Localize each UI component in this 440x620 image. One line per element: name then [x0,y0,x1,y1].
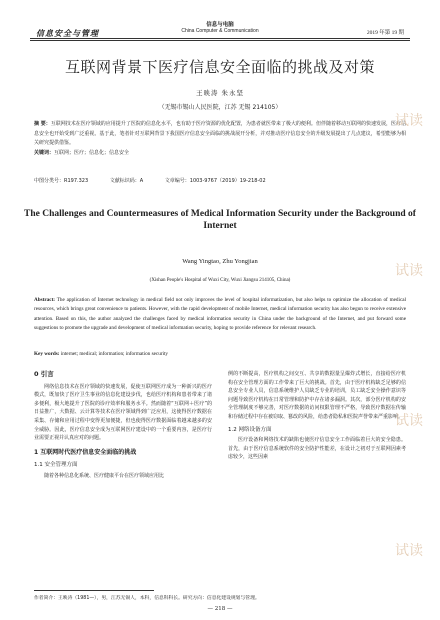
section-heading-intro: 0 引言 [34,370,54,378]
article-meta [34,177,406,186]
abstract-cn-text: 互联网技术在医疗领域的应用提升了医院的信息化水平，也有助于医疗资源的优化配置，为患者就医带来了极大的便利。但伴随着移动互联网的快速发展，医疗信息安全也开始受到广泛重视。基于此，笔者针对互联网背景下我国医疗信息安全面临的挑战展开分析，并对推动医疗信息安全的升级发展提出了几点建议，希望能够为相关研究提供借鉴。 [34,121,406,146]
journal-section-header: 信息安全与管理 [36,29,99,38]
affiliation-cn: （无锡市锡山人民医院，江苏 无锡 214105） [158,104,282,111]
author-footnote: 作者简介：王映涛（1981—），男，江苏无锡人，本科，信息科科长。研究方向：信息化建设规划与管理。 [34,596,260,601]
doc-code: 文献标识码：A [109,178,144,184]
keywords-en [34,351,406,357]
keywords-en-label: Key words: [34,351,60,357]
clc-number: 中图分类号：R197.323 [34,178,89,184]
watermark: 试读 [395,263,423,279]
body-left-column [34,368,212,481]
article-id: 文章编号：1003-9767（2019）19-218-02 [164,178,266,184]
keywords-cn-text: 互联网；医疗；信息化；信息安全 [54,149,130,156]
body-paragraph: 随着各种信息化系统、医疗健康平台在医疗领域应用比 [44,472,165,479]
subsection-heading-network: 1.2 网络设备方面 [228,426,272,433]
page-number: — 218 — [207,606,233,612]
abstract-en-label: Abstract: [34,297,56,303]
abstract-en [34,296,406,333]
body-paragraph: 医疗设备和网络技术的缺陷也使医疗信息安全工作面临着巨大的安全隐患。首先，由于医疗信息系统软件的安全防护性能差，在设计之初对于互联网因素考虑较少，这些因素 [228,437,406,461]
keywords-en-text: internet; medical; information; information security [60,351,168,357]
journal-name-en: China Computer & Communication [181,28,259,34]
abstract-cn-label: 摘 要： [34,121,51,127]
issue-number: 2019 年第 19 期 [366,30,404,36]
affiliation-en: (Xishan People's Hospital of Wuxi City, Wuxi Jiangsu 214105, China) [149,278,291,283]
keywords-cn-label: 关键词： [34,149,55,156]
body-right-column [228,370,406,462]
authors-cn: 王映涛 朱永坚 [195,89,245,97]
paper-title-en: The Challenges and Countermeasures of Medical Information Security under the Background of Internet [24,209,416,231]
watermark: 试读 [395,113,423,129]
abstract-cn [34,120,406,158]
section-heading-challenges: 1 互联网时代医疗信息安全面临的挑战 [34,448,137,456]
subsection-heading-management: 1.1 安全管理方面 [34,462,78,469]
watermark: 试读 [395,413,423,429]
journal-name-cn: 信息与电脑 [206,22,234,28]
header-rule-thin [30,40,410,41]
footnote-rule [34,590,154,591]
body-paragraph: 网络信息技术在医疗领域的快速发展，促使互联网医疗成为一种新兴的医疗模式，既加快了医疗卫生事业的信息化建设步伐，也给医疗机构和患者带来了诸多便利，极大地提升了医院的诊疗效率和服务水平。然而随着“互联网＋医疗”的日益推广，大数据、云计算等技术在医疗领域得到广泛应用，这使得医疗数据在采集、存储和应用过程中变得更加便捷，但也使得医疗数据面临着越来越多的安全威胁。因此，医疗信息安全成为互联网医疗建设中的一个重要内容，是医疗行业需要正视并认真应对的问题。 [34,383,212,442]
header-rule [30,38,410,39]
paper-title-cn: 互联网背景下医疗信息安全面临的挑战及对策 [64,58,375,76]
watermark: 试读 [395,543,423,559]
body-paragraph: 例的不断提高，医疗机构之间交互、共享的数据量呈爆炸式增长，直接给医疗机构在安全管理方面的工作带来了巨大的挑战。首先，由于医疗机构缺乏足够的信息安全专业人员，信息系统维护人员缺乏专业的培训，员工缺乏安全操作意识等问题导致医疗机构在日常管理和防护中存在诸多漏洞。其次，部分医疗机构的安全管理制度不够完善，对医疗数据的访问权限管理不严格，导致医疗数据在传输和存储过程中存在被窃取、篡改的风险，给患者隐私和医院声誉带来严重影响。 [228,371,406,420]
authors-en: Wang Yingtao, Zhu Yongjian [182,258,258,265]
abstract-en-text: The application of Internet technology in medical field not only improves the level of hospital informatization, but also helps to optimize the allocation of medical resources, which brings great convenience to patients. However, with the rapid development of mobile Internet, medical information security has also begun to receive extensive attention. Based on this, the author analyzed the challenges faced by medical information security in China under the background of the Internet, and put forward some suggestions to promote the upgrade and development of medical information security, hoping to provide reference for relevant research. [34,297,406,331]
